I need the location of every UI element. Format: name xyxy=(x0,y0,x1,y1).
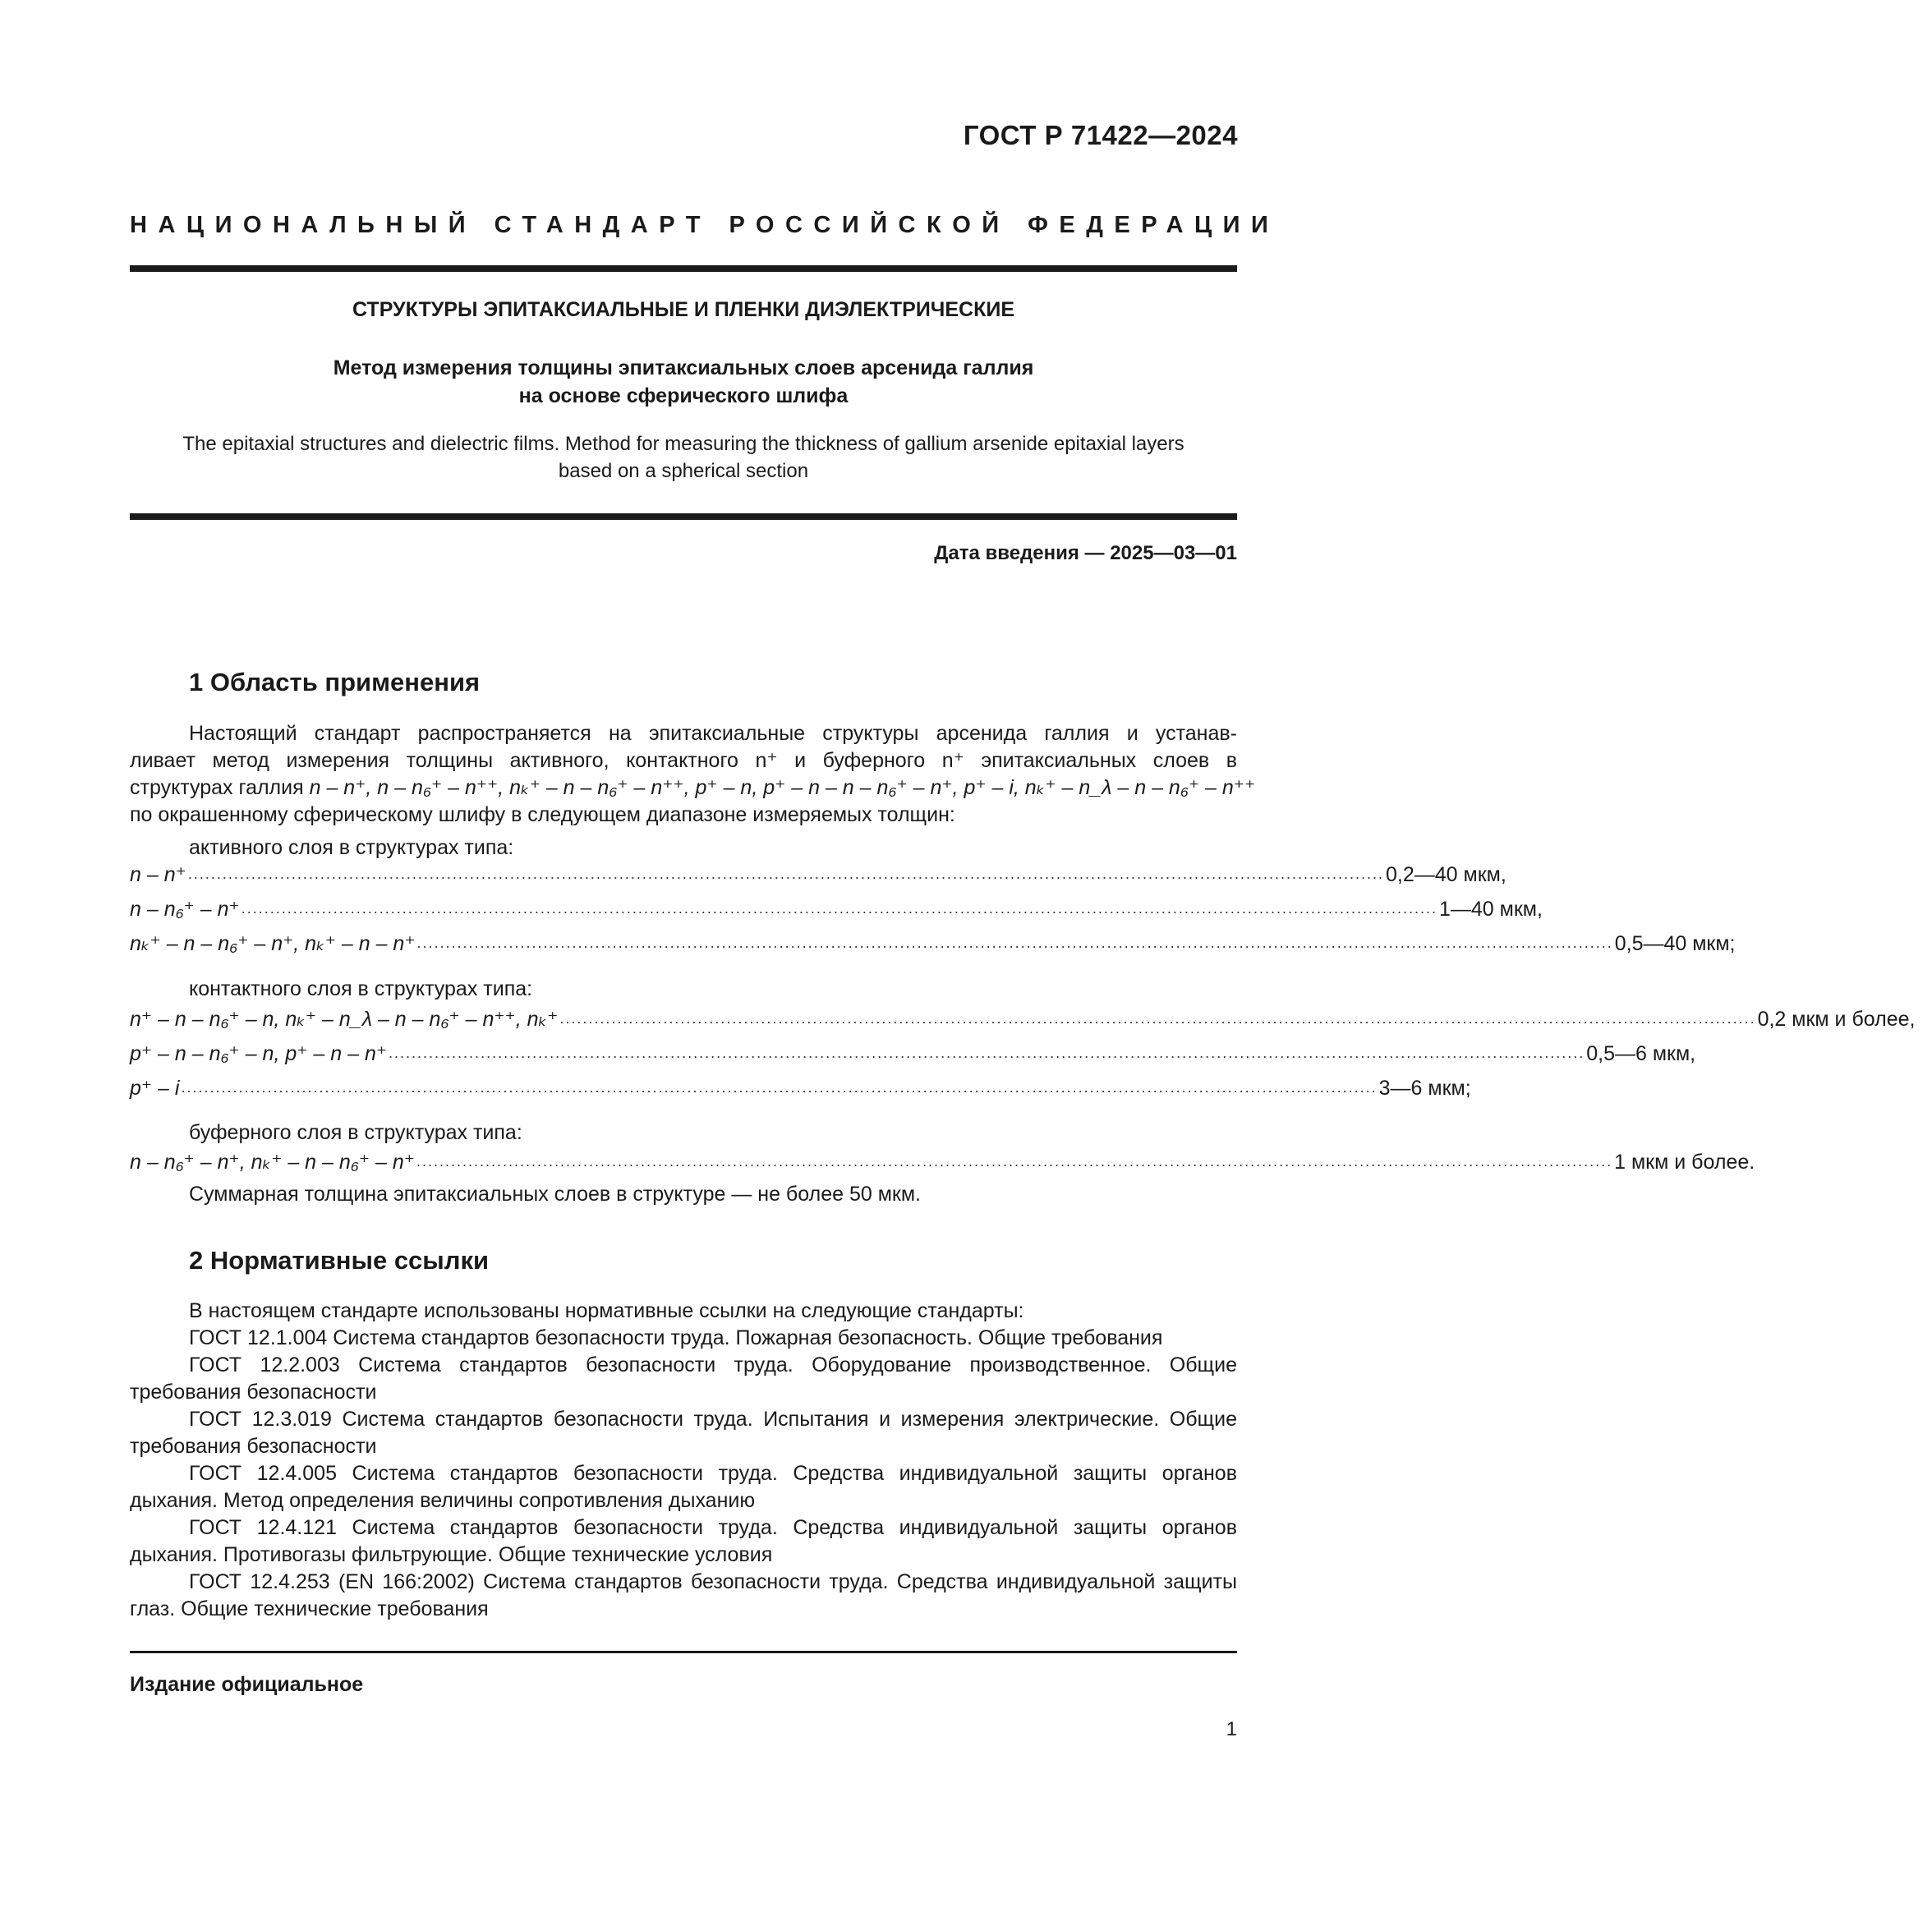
official-edition-label: Издание официальное xyxy=(130,1673,364,1696)
subtitle-line: на основе сферического шлифа xyxy=(518,384,849,407)
paragraph-line xyxy=(130,774,1256,802)
paragraph-text: структурах галлия xyxy=(130,776,304,799)
paragraph-line: по окрашенному сферическому шлифу в следующем диапазоне измеряемых толщин: xyxy=(130,803,955,826)
thickness-range: 0,2—40 мкм, xyxy=(1386,863,1506,886)
paragraph-line: ливает метод измерения толщины активного, контактного n⁺ и буферного n⁺ эпитаксиальных слоев в xyxy=(130,749,1237,772)
thickness-range: 3—6 мкм; xyxy=(1378,1077,1471,1100)
active-layer-row xyxy=(130,894,1543,921)
normative-references xyxy=(130,1298,1237,1623)
english-title xyxy=(130,430,1237,485)
contact-layer-row xyxy=(130,1004,1916,1032)
dot-leader: ................................................................................................................................................................................................................ xyxy=(389,1045,1585,1061)
document-subtitle xyxy=(130,354,1237,410)
national-standard-heading: НАЦИОНАЛЬНЫЙ СТАНДАРТ РОССИЙСКОЙ ФЕДЕРАЦИИ xyxy=(130,212,1280,238)
subtitle-line: Метод измерения толщины эпитаксиальных слоев арсенида галлия xyxy=(333,356,1034,379)
reference-item: ГОСТ 12.1.004 Система стандартов безопасности труда. Пожарная безопасность. Общие требования xyxy=(189,1326,1163,1349)
active-layer-row xyxy=(130,859,1506,887)
thickness-range: 1 мкм и более. xyxy=(1614,1151,1755,1174)
reference-item: ГОСТ 12.4.121 Система стандартов безопасности труда. Средства индивидуальной защиты органов дыхания. Противогазы фильтрующие. Общие технические условия xyxy=(130,1516,1237,1566)
thickness-range: 1—40 мкм, xyxy=(1438,898,1543,921)
dot-leader: ................................................................................................................................................................................................................ xyxy=(559,1010,1756,1027)
structure-formulas: n – n⁺, n – n₆⁺ – n⁺⁺, nₖ⁺ – n – n₆⁺ – n⁺⁺, p⁺ – n, p⁺ – n – n – n₆⁺ – n⁺, p⁺ – i, nₖ⁺ – n_λ – n – n₆⁺ – n⁺⁺ xyxy=(309,776,1256,799)
structure-type: n⁺ – n – n₆⁺ – n, nₖ⁺ – n_λ – n – n₆⁺ – n⁺⁺, nₖ⁺ xyxy=(130,1008,559,1031)
active-layer-label: активного слоя в структурах типа: xyxy=(189,836,514,859)
header-divider xyxy=(130,265,1237,272)
buffer-layer-label: буферного слоя в структурах типа: xyxy=(189,1121,522,1144)
page-number: 1 xyxy=(1226,1718,1237,1740)
english-title-line: The epitaxial structures and dielectric films. Method for measuring the thickness of gallium arsenide epitaxial layers xyxy=(182,433,1184,455)
section-heading: 2 Нормативные ссылки xyxy=(189,1246,490,1275)
active-layer-row xyxy=(130,928,1736,956)
paragraph-line: Настоящий стандарт распространяется на эпитаксиальные структуры арсенида галлия и устанав- xyxy=(189,722,1237,745)
reference-item: ГОСТ 12.3.019 Система стандартов безопасности труда. Испытания и измерения электрические. Общие требования безопасности xyxy=(130,1408,1237,1458)
structure-type: n – n⁺ xyxy=(130,863,186,886)
contact-layer-label: контактного слоя в структурах типа: xyxy=(189,977,533,1000)
structure-type: p⁺ – i xyxy=(130,1077,180,1100)
structure-type: p⁺ – n – n₆⁺ – n, p⁺ – n – n⁺ xyxy=(130,1042,388,1065)
dot-leader: ................................................................................................................................................................................................................ xyxy=(187,866,1385,882)
document-number: ГОСТ Р 71422—2024 xyxy=(963,120,1238,150)
footer-divider xyxy=(130,1651,1237,1653)
structure-type: n – n₆⁺ – n⁺, nₖ⁺ – n – n₆⁺ – n⁺ xyxy=(130,1151,415,1174)
contact-layer-row xyxy=(130,1038,1696,1066)
reference-item: ГОСТ 12.4.253 (EN 166:2002) Система стандартов безопасности труда. Средства индивидуальной защиты глаз. Общие технические требования xyxy=(130,1570,1237,1620)
document-title: СТРУКТУРЫ ЭПИТАКСИАЛЬНЫЕ И ПЛЕНКИ ДИЭЛЕКТРИЧЕСКИЕ xyxy=(352,298,1014,321)
english-title-line: based on a spherical section xyxy=(558,460,809,482)
total-thickness-note: Суммарная толщина эпитаксиальных слоев в структуре — не более 50 мкм. xyxy=(189,1183,921,1206)
thickness-range: 0,2 мкм и более, xyxy=(1757,1008,1916,1031)
buffer-layer-row xyxy=(130,1147,1755,1174)
section-heading: 1 Область применения xyxy=(189,668,481,696)
references-intro: В настоящем стандарте использованы нормативные ссылки на следующие стандарты: xyxy=(189,1299,1024,1322)
dot-leader: ................................................................................................................................................................................................................ xyxy=(241,900,1438,917)
thickness-range: 0,5—40 мкм; xyxy=(1614,932,1736,955)
reference-item: ГОСТ 12.4.005 Система стандартов безопасности труда. Средства индивидуальной защиты органов дыхания. Метод определения величины сопротивления дыханию xyxy=(130,1462,1237,1512)
reference-item: ГОСТ 12.2.003 Система стандартов безопасности труда. Оборудование производственное. Общие требования безопасности xyxy=(130,1353,1237,1404)
thickness-range: 0,5—6 мкм, xyxy=(1586,1042,1696,1065)
dot-leader: ................................................................................................................................................................................................................ xyxy=(416,935,1613,951)
title-divider xyxy=(130,513,1237,520)
introduction-date: Дата введения — 2025—03—01 xyxy=(934,542,1237,564)
structure-type: nₖ⁺ – n – n₆⁺ – n⁺, nₖ⁺ – n – n⁺ xyxy=(130,932,416,955)
dot-leader: ................................................................................................................................................................................................................ xyxy=(416,1153,1613,1170)
structure-type: n – n₆⁺ – n⁺ xyxy=(130,898,240,921)
contact-layer-row xyxy=(130,1073,1471,1101)
dot-leader: ................................................................................................................................................................................................................ xyxy=(181,1079,1378,1096)
scope-paragraph xyxy=(130,720,1256,829)
